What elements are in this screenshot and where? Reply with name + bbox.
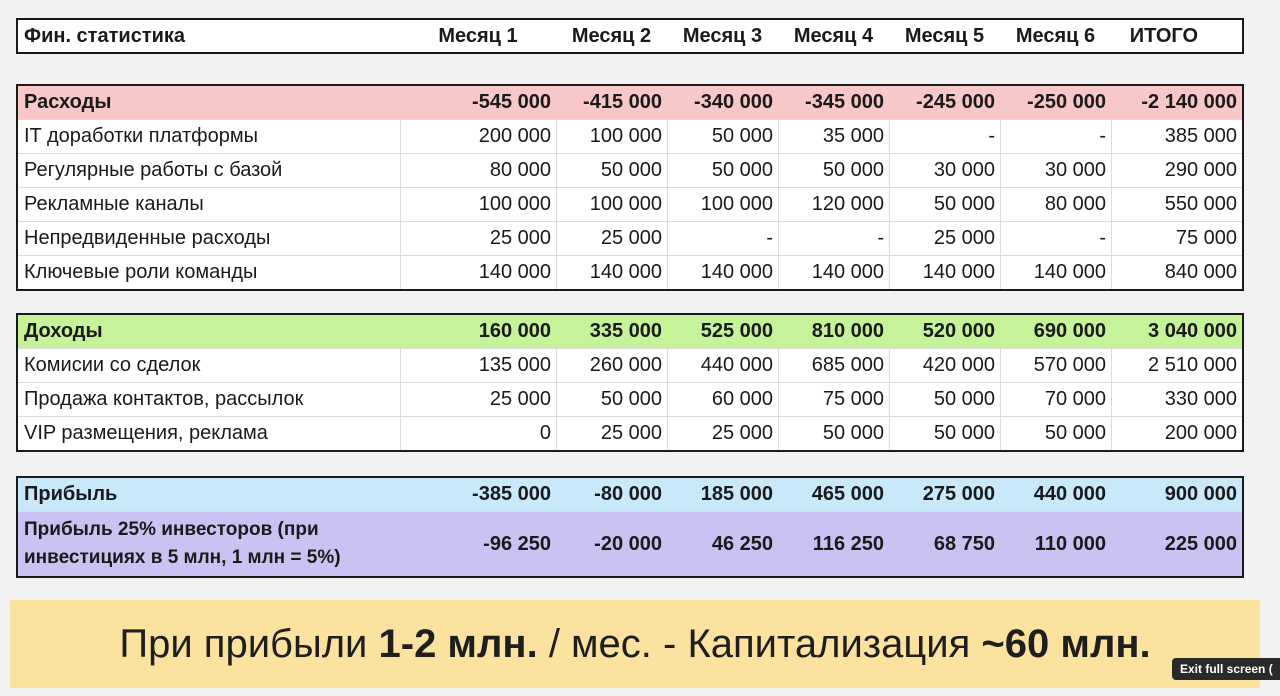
cell: 525 000: [700, 320, 773, 342]
cell: 440 000: [667, 349, 778, 382]
profit-label: Прибыль: [24, 483, 118, 505]
cell: 200 000: [400, 120, 556, 153]
cell: 50 000: [889, 417, 1000, 450]
cell: 685 000: [778, 349, 889, 382]
cell: -: [889, 120, 1000, 153]
cell: 50 000: [778, 154, 889, 187]
cell: 100 000: [556, 188, 667, 221]
cell: 30 000: [889, 154, 1000, 187]
profit-table: [16, 476, 1244, 578]
investor-profit-row: [18, 511, 1242, 576]
cell: 690 000: [1033, 320, 1106, 342]
table-row: [18, 416, 1242, 450]
cell-total: 3 040 000: [1148, 320, 1237, 342]
cell: 80 000: [400, 154, 556, 187]
cell: 25 000: [400, 383, 556, 416]
cell: 100 000: [667, 188, 778, 221]
cell: -: [667, 222, 778, 255]
cell-total: 330 000: [1111, 383, 1242, 416]
row-label: Непредвиденные расходы: [24, 227, 271, 249]
profit-row: [18, 478, 1242, 511]
cell: -385 000: [472, 483, 551, 505]
cell-total: 550 000: [1111, 188, 1242, 221]
cell-total: 75 000: [1111, 222, 1242, 255]
cell-total: 385 000: [1111, 120, 1242, 153]
cell: -345 000: [805, 91, 884, 113]
cell: -340 000: [694, 91, 773, 113]
cell: 160 000: [478, 320, 551, 342]
cell: 100 000: [556, 120, 667, 153]
cell: -20 000: [594, 532, 662, 555]
row-label: IT доработки платформы: [24, 125, 258, 147]
cell: 100 000: [400, 188, 556, 221]
cell: 116 250: [812, 532, 884, 555]
cell: 50 000: [556, 154, 667, 187]
cell: 110 000: [1034, 532, 1106, 555]
cell: 140 000: [1000, 256, 1111, 289]
cell: 25 000: [667, 417, 778, 450]
cell: -545 000: [472, 91, 551, 113]
row-label: Регулярные работы с базой: [24, 159, 283, 181]
income-summary-row: [18, 315, 1242, 348]
banner-text-1: При прибыли: [119, 621, 379, 666]
header-month-4: Месяц 4: [793, 24, 874, 47]
cell-total: 200 000: [1111, 417, 1242, 450]
row-label: Продажа контактов, рассылок: [24, 388, 304, 410]
cell-total: -2 140 000: [1141, 91, 1237, 113]
cell: -: [1000, 222, 1111, 255]
cell: 25 000: [400, 222, 556, 255]
cell: 140 000: [778, 256, 889, 289]
cell: 50 000: [667, 154, 778, 187]
cell: 275 000: [922, 483, 995, 505]
cell: 570 000: [1000, 349, 1111, 382]
cell: 25 000: [889, 222, 1000, 255]
cell: 80 000: [1000, 188, 1111, 221]
cell: 50 000: [889, 188, 1000, 221]
cell: 35 000: [778, 120, 889, 153]
cell: 50 000: [1000, 417, 1111, 450]
banner-capitalization: ~60 млн.: [981, 621, 1151, 666]
cell: -80 000: [594, 483, 662, 505]
cell: 60 000: [667, 383, 778, 416]
table-row: [18, 382, 1242, 416]
table-row: [18, 255, 1242, 289]
header-month-1: Месяц 1: [438, 24, 518, 47]
banner-profit-range: 1-2 млн.: [378, 621, 538, 666]
table-row: [18, 221, 1242, 255]
header-title: Фин. статистика: [24, 24, 186, 47]
cell: -250 000: [1027, 91, 1106, 113]
cell: 75 000: [778, 383, 889, 416]
row-label: Комисии со сделок: [24, 354, 201, 376]
row-label: Ключевые роли команды: [24, 261, 258, 283]
cell: 140 000: [889, 256, 1000, 289]
capitalization-banner: [10, 600, 1260, 688]
table-row: [18, 119, 1242, 153]
cell-total: 225 000: [1164, 532, 1237, 555]
banner-text-2: / мес. - Капитализация: [537, 621, 982, 666]
cell: 46 250: [711, 532, 773, 555]
cell: 440 000: [1033, 483, 1106, 505]
cell: 465 000: [811, 483, 884, 505]
cell: 120 000: [778, 188, 889, 221]
row-label: Рекламные каналы: [24, 193, 204, 215]
cell: -96 250: [483, 532, 551, 555]
cell: 185 000: [700, 483, 773, 505]
cell: -: [1000, 120, 1111, 153]
cell: 520 000: [922, 320, 995, 342]
header-row: [18, 20, 1242, 52]
cell: 30 000: [1000, 154, 1111, 187]
cell: 25 000: [556, 222, 667, 255]
cell: 135 000: [400, 349, 556, 382]
table-row: [18, 187, 1242, 221]
income-label: Доходы: [24, 320, 103, 342]
cell: 140 000: [667, 256, 778, 289]
income-table: [16, 313, 1244, 452]
cell-total: 840 000: [1111, 256, 1242, 289]
expenses-table: [16, 84, 1244, 291]
cell: -: [778, 222, 889, 255]
cell-total: 900 000: [1164, 483, 1237, 505]
exit-fullscreen-button[interactable]: Exit full screen (: [1172, 658, 1280, 680]
cell: 140 000: [400, 256, 556, 289]
cell: 335 000: [589, 320, 662, 342]
cell: 50 000: [667, 120, 778, 153]
table-row: [18, 348, 1242, 382]
cell: 68 750: [933, 532, 995, 555]
row-label: VIP размещения, реклама: [24, 422, 268, 444]
investor-label: Прибыль 25% инвесторов (при инвестициях в 5 млн, 1 млн = 5%): [24, 519, 341, 568]
cell: 70 000: [1000, 383, 1111, 416]
cell-total: 290 000: [1111, 154, 1242, 187]
table-row: [18, 153, 1242, 187]
expenses-label: Расходы: [24, 91, 112, 113]
cell: -245 000: [916, 91, 995, 113]
cell: 140 000: [556, 256, 667, 289]
cell: 25 000: [556, 417, 667, 450]
cell: 50 000: [778, 417, 889, 450]
cell: 50 000: [556, 383, 667, 416]
header-table: [16, 18, 1244, 54]
cell: 260 000: [556, 349, 667, 382]
header-month-6: Месяц 6: [1015, 24, 1096, 47]
cell: 810 000: [811, 320, 884, 342]
header-month-3: Месяц 3: [682, 24, 763, 47]
cell: 0: [400, 417, 556, 450]
cell: 50 000: [889, 383, 1000, 416]
cell: 420 000: [889, 349, 1000, 382]
header-total: ИТОГО: [1129, 24, 1198, 47]
cell: -415 000: [583, 91, 662, 113]
expenses-summary-row: [18, 86, 1242, 119]
header-month-2: Месяц 2: [571, 24, 652, 47]
cell-total: 2 510 000: [1111, 349, 1242, 382]
header-month-5: Месяц 5: [904, 24, 985, 47]
